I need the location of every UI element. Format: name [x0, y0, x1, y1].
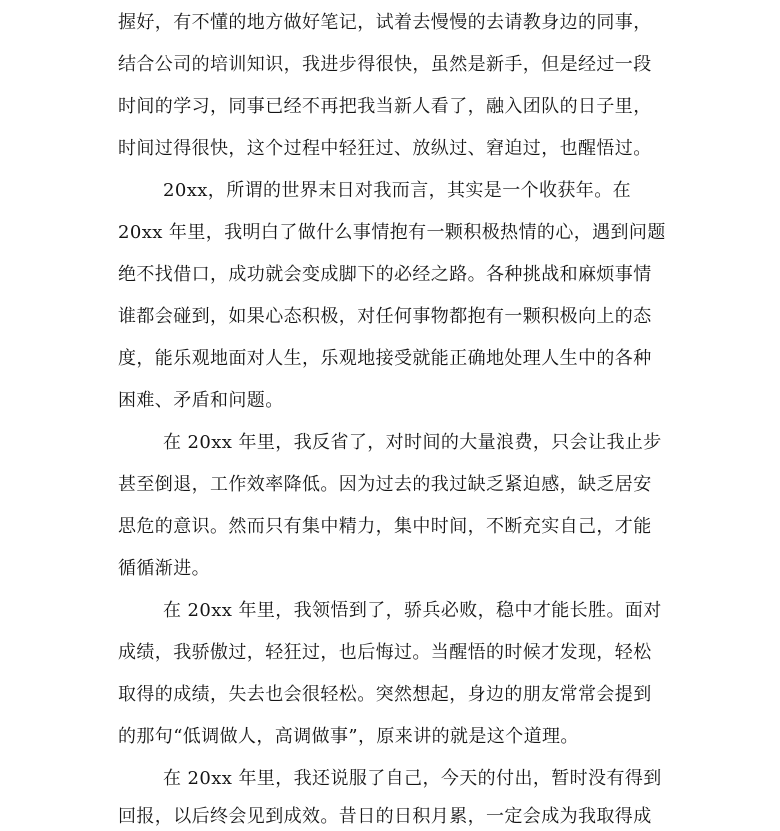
text-line: 20xx 年里，我明白了做什么事情抱有一颗积极热情的心，遇到问题	[118, 222, 666, 243]
text-line: 结合公司的培训知识，我进步得很快，虽然是新手，但是经过一段	[118, 54, 652, 75]
text-line: 成绩，我骄傲过，轻狂过，也后悔过。当醒悟的时候才发现，轻松	[118, 642, 652, 663]
paragraph-first-line: 在 20xx 年里，我还说服了自己，今天的付出，暂时没有得到	[163, 768, 662, 789]
text-line: 度，能乐观地面对人生，乐观地接受就能正确地处理人生中的各种	[118, 348, 652, 369]
text-line: 绝不找借口，成功就会变成脚下的必经之路。各种挑战和麻烦事情	[118, 264, 652, 285]
paragraph-first-line: 20xx，所谓的世界末日对我而言，其实是一个收获年。在	[163, 180, 632, 201]
paragraph-first-line: 在 20xx 年里，我反省了，对时间的大量浪费，只会让我止步	[163, 432, 662, 453]
paragraph-first-line: 在 20xx 年里，我领悟到了，骄兵必败，稳中才能长胜。面对	[163, 600, 662, 621]
text-line: 甚至倒退，工作效率降低。因为过去的我过缺乏紧迫感，缺乏居安	[118, 474, 652, 495]
text-line: 困难、矛盾和问题。	[118, 390, 284, 411]
text-line: 回报，以后终会见到成效。昔日的日积月累，一定会成为我取得成	[118, 806, 652, 827]
text-line: 循循渐进。	[118, 558, 210, 579]
text-line: 的那句“低调做人，高调做事”，原来讲的就是这个道理。	[118, 726, 579, 747]
text-line: 思危的意识。然而只有集中精力，集中时间，不断充实自己，才能	[118, 516, 652, 537]
text-line: 取得的成绩，失去也会很轻松。突然想起，身边的朋友常常会提到	[118, 684, 652, 705]
text-line: 时间过得很快，这个过程中轻狂过、放纵过、窘迫过，也醒悟过。	[118, 138, 652, 159]
text-line: 握好，有不懂的地方做好笔记，试着去慢慢的去请教身边的同事，	[118, 12, 652, 33]
text-line: 谁都会碰到，如果心态积极，对任何事物都抱有一颗积极向上的态	[118, 306, 652, 327]
text-line: 时间的学习，同事已经不再把我当新人看了，融入团队的日子里，	[118, 96, 652, 117]
